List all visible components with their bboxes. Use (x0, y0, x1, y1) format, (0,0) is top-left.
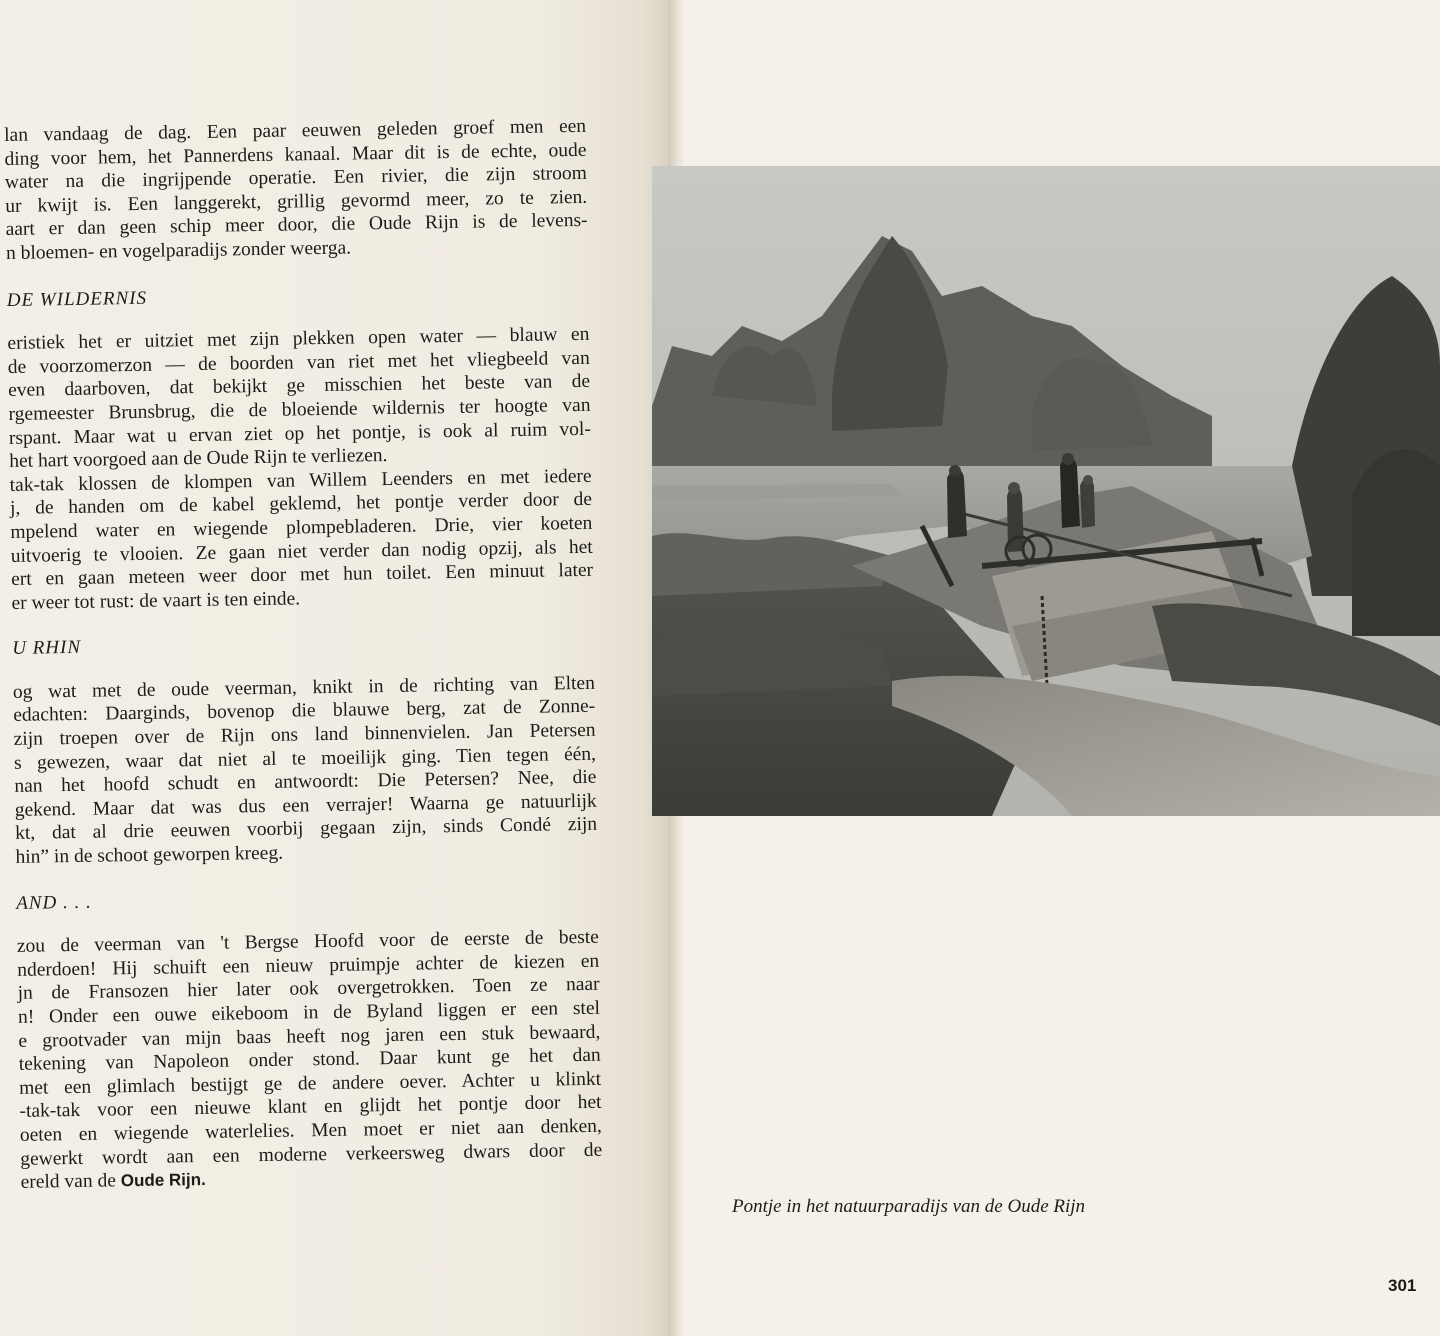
text-line: kt, dat al drie eeuwen voorbij gegaan zijn, sinds Condé zijn (14, 814, 598, 845)
article-text-column (4, 115, 603, 1195)
text-line: ding voor hem, het Pannerdens kanaal. Maar dit is de echte, oude (4, 139, 587, 170)
text-line: het hart voorgoed aan de Oude Rijn te verliezen. (9, 445, 388, 473)
text-line: oeten en wiegende waterlelies. Men moet er niet aan denken, (19, 1115, 602, 1146)
text-line: de voorzomerzon — de boorden van riet met het vliegbeeld van (7, 347, 590, 378)
text-line: n! Onder een ouwe eikeboom in de Byland liggen er een stel (17, 997, 601, 1028)
section-heading: AND . . . (16, 891, 92, 914)
text-line: hin” in de schoot geworpen kreeg. (15, 842, 284, 868)
text-line: uitvoerig te vlooien. Ze gaan niet verder dan nodig opzij, als het (10, 536, 593, 567)
text-line: lan vandaag de dag. Een paar eeuwen geleden groef men een (4, 115, 587, 146)
paragraph-3 (13, 672, 598, 870)
text-line: nderdoen! Hij schuift een nieuw pruimpje achter de kiezen en (17, 950, 600, 981)
text-line: rspant. Maar wat u ervan ziet op het pontje, is ook al ruim vol- (8, 418, 592, 449)
section-heading: DE WILDERNIS (6, 287, 148, 311)
text-line: edachten: Daarginds, bovenop die blauwe berg, zat de Zonne- (13, 696, 596, 727)
text-line: jn de Fransozen hier later ook overgetrokken. Toen ze naar (17, 974, 600, 1005)
oude-rijn-emphasis: Oude Rijn. (120, 1170, 206, 1191)
section-heading: U RHIN (12, 637, 82, 660)
text-line: og wat met de oude veerman, knikt in de richting van Elten (12, 672, 596, 703)
text-line: e grootvader van mijn baas heeft nog jaren een stuk bewaard, (18, 1021, 601, 1052)
text-line: aart er dan geen schip meer door, die Oude Rijn is de levens- (5, 210, 588, 241)
ferry-photo (652, 166, 1440, 816)
text-line: zou de veerman van 't Bergse Hoofd voor de eerste de beste (16, 926, 600, 958)
text-line: zijn troepen over de Rijn ons land binnenvielen. Jan Petersen (13, 719, 596, 750)
paragraph-1 (4, 115, 588, 266)
text-line: n bloemen- en vogelparadijs zonder weerga. (5, 237, 352, 264)
page-number: 301 (1388, 1276, 1417, 1295)
text-line: rgemeester Brunsbrug, die de bloeiende wildernis ter hoogte van (8, 394, 591, 425)
text-line: gewerkt wordt aan een moderne verkeersweg dwars door de (20, 1139, 603, 1170)
text-line: met een glimlach bestijgt ge de andere oever. Achter u klinkt (18, 1068, 602, 1099)
ferry-photo-image (652, 166, 1440, 816)
text-line: nan het hoofd schudt en antwoordt: Die Petersen? Nee, die (14, 767, 597, 798)
text-line: tak-tak klossen de klompen van Willem Leenders en met iedere (9, 465, 592, 496)
text-line: tekening van Napoleon onder stond. Daar kunt ge het dan (18, 1044, 601, 1076)
text-line: s gewezen, waar dat niet al te moeilijk ging. Tien tegen één, (13, 743, 597, 774)
paragraph-4 (17, 926, 603, 1195)
text-line: ur kwijt is. Een langgerekt, grillig gevormd meer, zo te zien. (5, 186, 588, 217)
text-line: eristiek het er uitziet met zijn plekken open water — blauw en (7, 323, 590, 355)
left-page (0, 0, 668, 1336)
text-line: -tak-tak voor een nieuwe klant en glijdt het pontje door het (19, 1092, 602, 1123)
text-line: gekend. Maar dat was dus een verrajer! Waarna ge natuurlijk (14, 790, 597, 821)
text-line: ert en gaan meteen weer door met hun toilet. Een minuut later (10, 559, 594, 591)
text-line: mpelend water en wiegende plompebladeren. Drie, vier koeten (10, 512, 593, 543)
photo-caption: Pontje in het natuurparadijs van de Oude Rijn (732, 1196, 1086, 1217)
text-line: j, de handen om de kabel geklemd, het pontje verder door de (9, 489, 593, 520)
text-line: er weer tot rust: de vaart is ten einde. (11, 588, 301, 614)
final-line-prefix: ereld van de (20, 1170, 121, 1194)
text-line: even daarboven, dat bekijkt ge misschien het beste van de (8, 371, 591, 402)
paragraph-2 (7, 323, 593, 615)
text-line: water na die ingrijpende operatie. Een rivier, die zijn stroom (4, 163, 588, 194)
